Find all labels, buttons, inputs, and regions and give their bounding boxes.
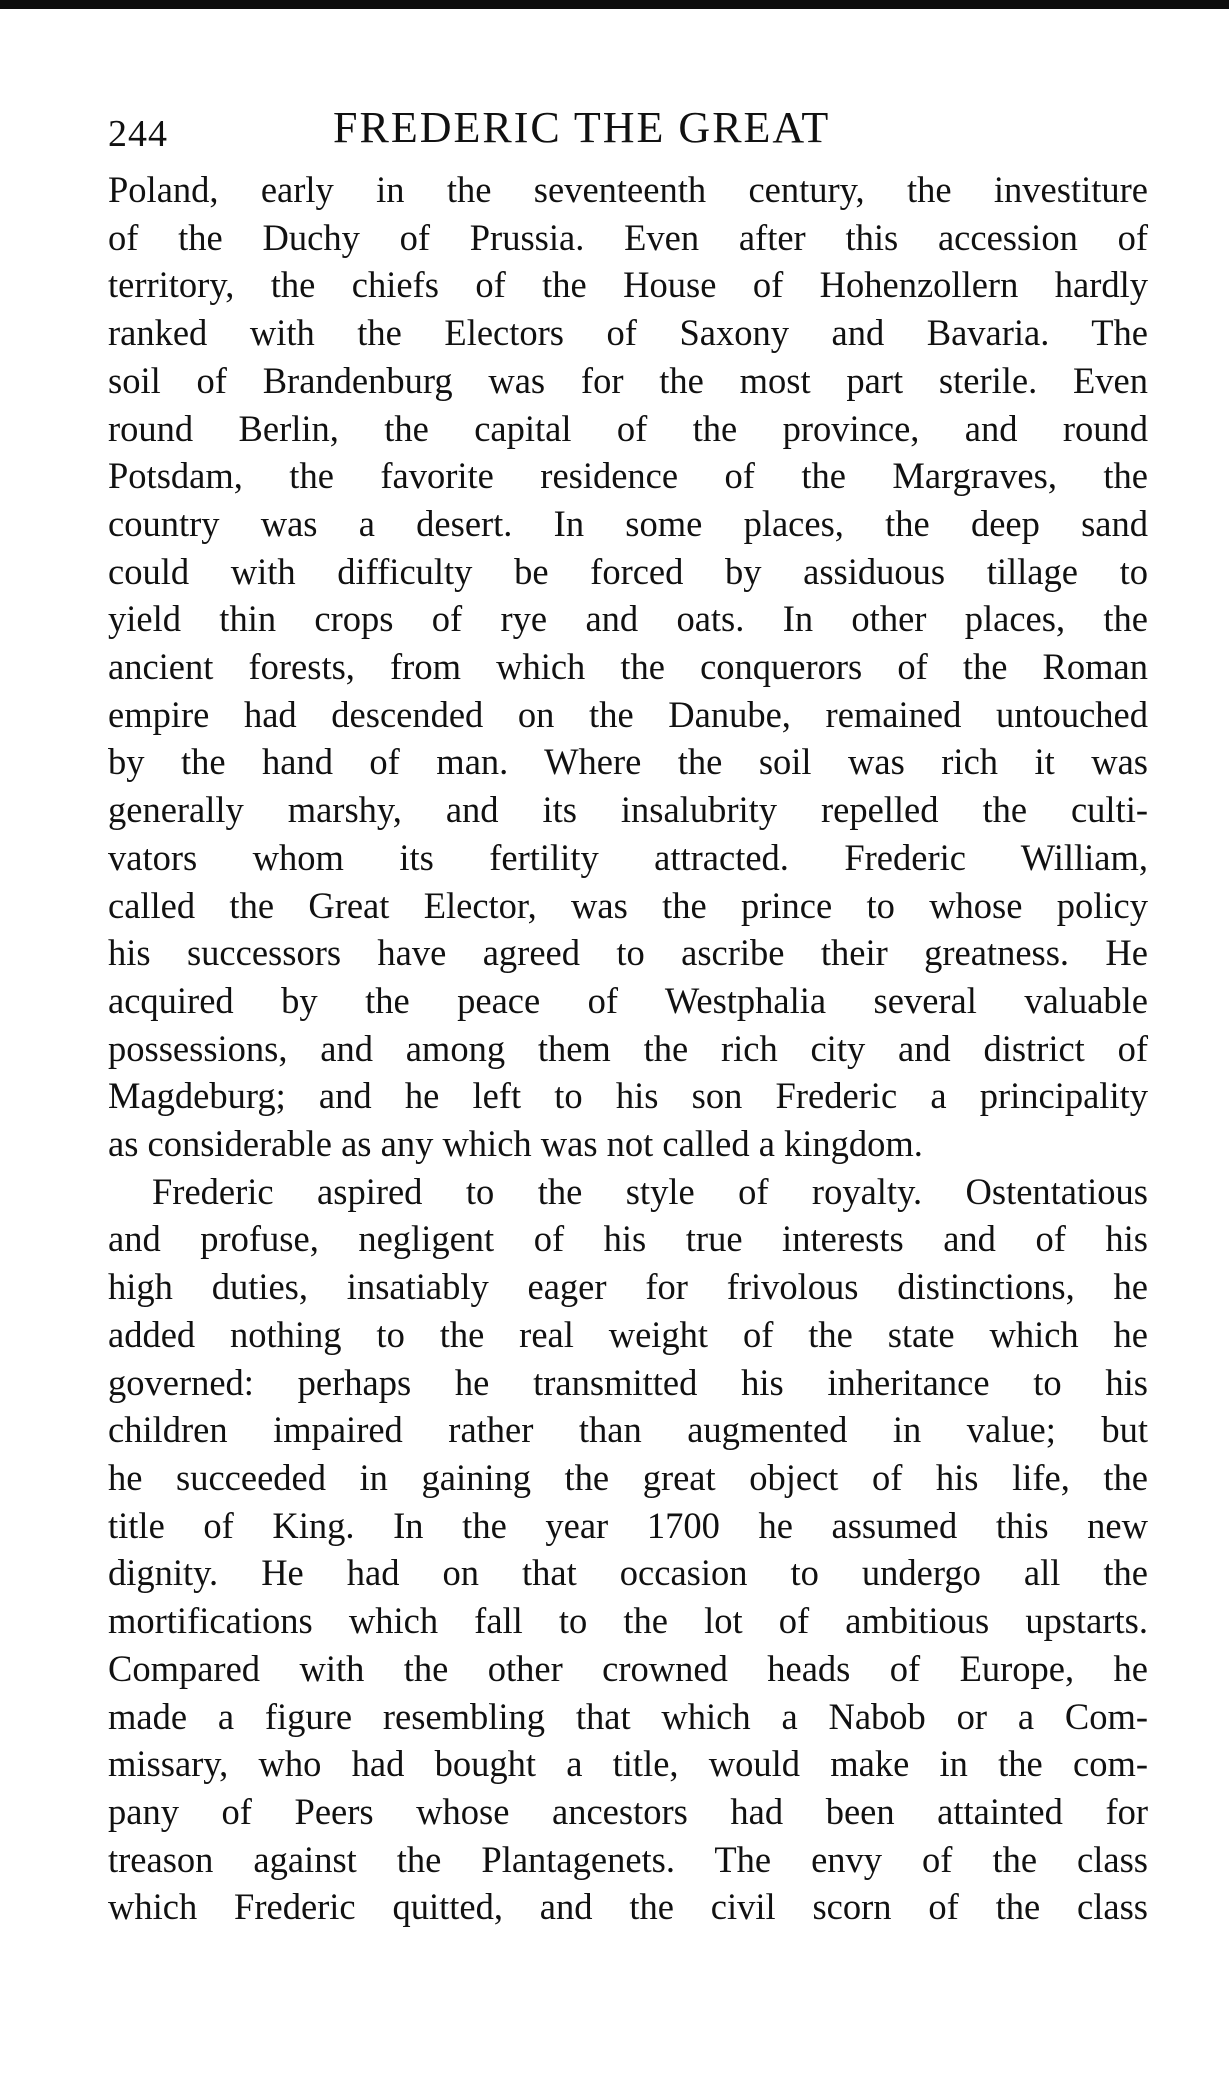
- text-line: ranked with the Electors of Saxony and Bavaria. The: [108, 312, 1148, 354]
- text-line: empire had descended on the Danube, remained untouched: [108, 693, 1148, 735]
- text-line: possessions, and among them the rich city and district of: [108, 1027, 1148, 1069]
- text-line: title of King. In the year 1700 he assumed this new: [108, 1504, 1148, 1546]
- text-line: territory, the chiefs of the House of Hohenzollern hardly: [108, 264, 1148, 306]
- text-line: added nothing to the real weight of the state which he: [108, 1313, 1148, 1355]
- text-line: which Frederic quitted, and the civil scorn of the class: [108, 1886, 1148, 1928]
- text-line: Poland, early in the seventeenth century, the investiture: [108, 169, 1148, 210]
- text-line: his successors have agreed to ascribe their greatness. He: [108, 932, 1148, 974]
- text-line: country was a desert. In some places, the deep sand: [108, 502, 1148, 544]
- text-line: ancient forests, from which the conquerors of the Roman: [108, 646, 1148, 688]
- text-line: yield thin crops of rye and oats. In other places, the: [108, 598, 1148, 640]
- text-line: governed: perhaps he transmitted his inheritance to his: [108, 1361, 1148, 1403]
- text-line: called the Great Elector, was the prince to whose policy: [108, 884, 1148, 926]
- text-line: pany of Peers whose ancestors had been attainted for: [108, 1790, 1148, 1832]
- text-line: of the Duchy of Prussia. Even after this accession of: [108, 216, 1148, 258]
- text-line: Compared with the other crowned heads of Europe, he: [108, 1647, 1148, 1689]
- text-line: Magdeburg; and he left to his son Frederic a principality: [108, 1075, 1148, 1117]
- text-line: dignity. He had on that occasion to undergo all the: [108, 1552, 1148, 1594]
- running-title: FREDERIC THE GREAT: [333, 103, 831, 152]
- text-line: as considerable as any which was not called a kingdom.: [108, 1123, 923, 1165]
- text-line: treason against the Plantagenets. The envy of the class: [108, 1838, 1148, 1880]
- text-line: he succeeded in gaining the great object of his life, the: [108, 1456, 1148, 1498]
- text-line: generally marshy, and its insalubrity repelled the culti-: [108, 789, 1148, 831]
- text-line: vators whom its fertility attracted. Frederic William,: [108, 836, 1148, 878]
- text-line: missary, who had bought a title, would make in the com-: [108, 1743, 1148, 1785]
- page-header: [108, 100, 1148, 166]
- text-line: could with difficulty be forced by assiduous tillage to: [108, 550, 1148, 592]
- text-line: Potsdam, the favorite residence of the Margraves, the: [108, 455, 1148, 497]
- page-number: 244: [108, 113, 168, 155]
- text-line: mortifications which fall to the lot of ambitious upstarts.: [108, 1600, 1148, 1642]
- text-line: children impaired rather than augmented in value; but: [108, 1409, 1148, 1451]
- text-line: and profuse, negligent of his true interests and of his: [108, 1218, 1148, 1260]
- text-line: round Berlin, the capital of the province, and round: [108, 407, 1148, 449]
- paragraph-2: [108, 1168, 1148, 1931]
- text-line: acquired by the peace of Westphalia several valuable: [108, 979, 1148, 1021]
- top-border-rule: [0, 0, 1229, 9]
- text-line: made a figure resembling that which a Nabob or a Com-: [108, 1695, 1148, 1737]
- text-line: soil of Brandenburg was for the most part sterile. Even: [108, 359, 1148, 401]
- paragraph-1: [108, 166, 1148, 1168]
- text-line: Frederic aspired to the style of royalty. Ostentatious: [152, 1170, 1148, 1212]
- text-line: by the hand of man. Where the soil was rich it was: [108, 741, 1148, 783]
- book-page: [108, 100, 1148, 1931]
- text-line: high duties, insatiably eager for frivolous distinctions, he: [108, 1266, 1148, 1308]
